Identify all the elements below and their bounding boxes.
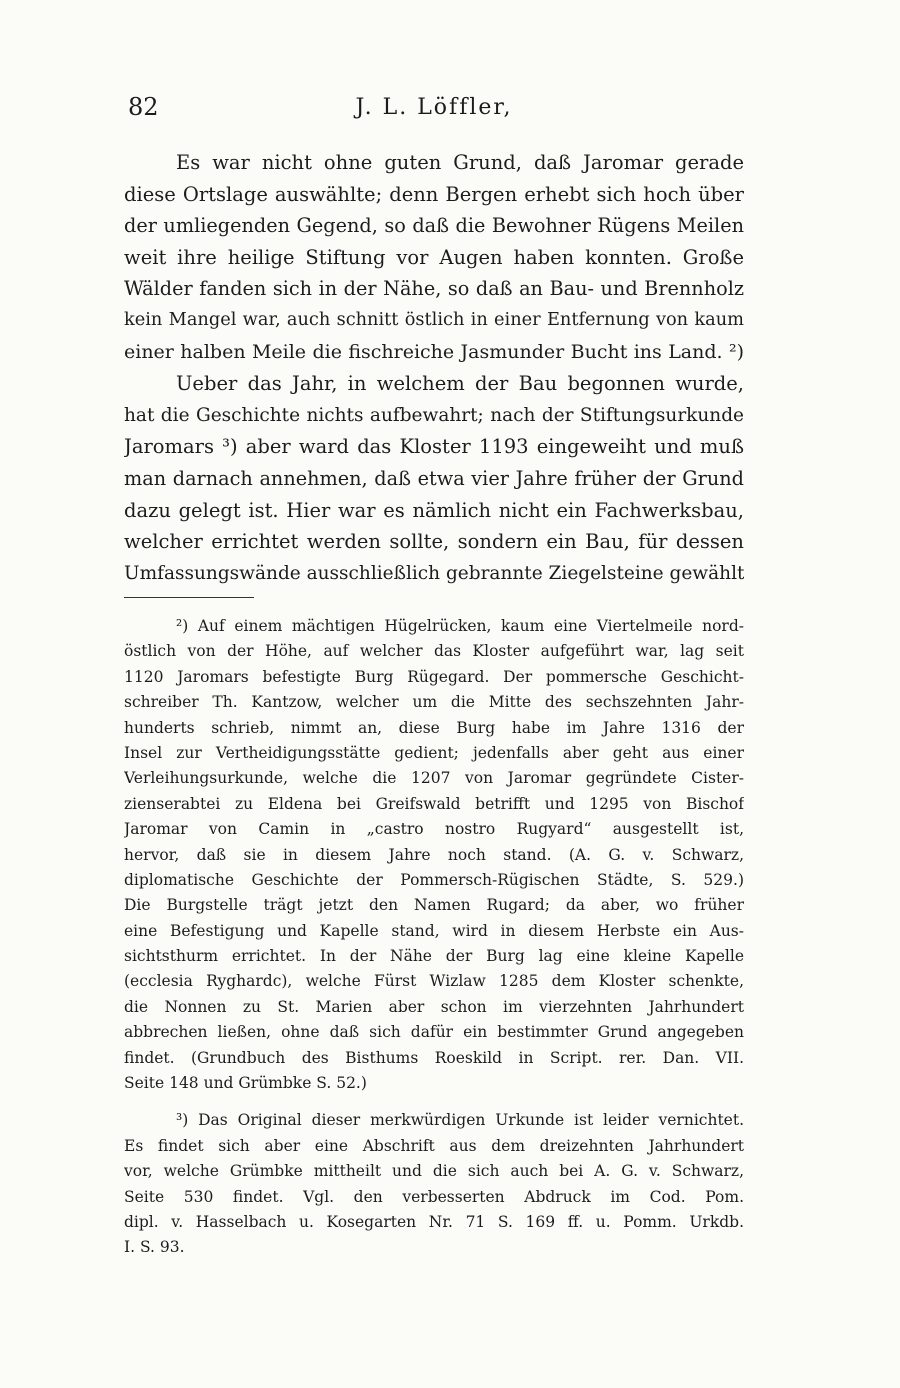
footnote-3 <box>124 1108 744 1260</box>
paragraph-line: man darnach annehmen, daß etwa vier Jahre früher der Grund <box>124 466 744 490</box>
paragraph-line: Wälder fanden sich in der Nähe, so daß an Bau- und Brennholz <box>124 277 744 301</box>
paragraph-line: Umfassungswände ausschließlich gebrannte Ziegelsteine gewählt <box>124 562 744 584</box>
footnote-line: abbrechen ließen, ohne daß sich dafür ein bestimmter Grund angegeben <box>124 1023 744 1042</box>
footnote-line: zienserabtei zu Eldena bei Greifswald betrifft und 1295 von Bischof <box>124 794 744 813</box>
paragraph-line: Es war nicht ohne guten Grund, daß Jaromar gerade <box>176 151 744 174</box>
footnote-line: Insel zur Vertheidigungsstätte gedient; jedenfalls aber geht aus einer <box>124 743 744 762</box>
footnote-line: ³) Das Original dieser merkwürdigen Urkunde ist leider vernichtet. <box>176 1111 744 1130</box>
running-title: J. L. Löffler, <box>355 95 513 120</box>
footnote-line: Jaromar von Camin in „castro nostro Rugyard“ ausgestellt ist, <box>124 820 744 839</box>
footnote-line: Verleihungsurkunde, welche die 1207 von Jaromar gegründete Cister- <box>124 769 744 788</box>
paragraph-line: kein Mangel war, auch schnitt östlich in einer Entfernung von kaum <box>124 309 744 330</box>
paragraph-line: weit ihre heilige Stiftung vor Augen haben konnten. Große <box>124 245 744 269</box>
footnote-line: Seite 148 und Grümbke S. 52.) <box>124 1074 367 1093</box>
footnote-line: eine Befestigung und Kapelle stand, wird in diesem Herbste ein Aus- <box>124 921 744 940</box>
footnote-line: findet. (Grundbuch des Bisthums Roeskild in Script. rer. Dan. VII. <box>124 1048 744 1067</box>
footnote-line: Seite 530 findet. Vgl. den verbesserten Abdruck im Cod. Pom. <box>124 1187 744 1206</box>
body-text <box>124 147 744 589</box>
footnote-line: östlich von der Höhe, auf welcher das Kloster aufgeführt war, lag seit <box>124 642 744 661</box>
footnote-line: dipl. v. Hasselbach u. Kosegarten Nr. 71 S. 169 ff. u. Pomm. Urkdb. <box>124 1212 744 1231</box>
paragraph-line: Ueber das Jahr, in welchem der Bau begonnen wurde, <box>176 372 744 396</box>
footnote-line: schreiber Th. Kantzow, welcher um die Mitte des sechszehnten Jahr- <box>124 693 744 712</box>
running-head <box>124 93 744 127</box>
footnote-2 <box>124 614 744 1096</box>
footnote-line: diplomatische Geschichte der Pommersch-Rügischen Städte, S. 529.) <box>124 870 744 889</box>
footnote-line: vor, welche Grümbke mittheilt und die sich auch bei A. G. v. Schwarz, <box>124 1162 744 1181</box>
paragraph-line: diese Ortslage auswählte; denn Bergen erhebt sich hoch über <box>124 182 744 206</box>
footnotes <box>124 614 744 1261</box>
footnote-line: hervor, daß sie in diesem Jahre noch stand. (A. G. v. Schwarz, <box>124 845 744 864</box>
paragraph-line: welcher errichtet werden sollte, sondern ein Bau, für dessen <box>124 530 744 554</box>
footnote-line: Es findet sich aber eine Abschrift aus dem dreizehnten Jahrhundert <box>124 1136 744 1155</box>
paragraph-line: Jaromars ³) aber ward das Kloster 1193 eingeweiht und muß <box>124 435 744 459</box>
paragraph-line: hat die Geschichte nichts aufbewahrt; nach der Stiftungsurkunde <box>124 404 744 426</box>
footnote-line: Die Burgstelle trägt jetzt den Namen Rugard; da aber, wo früher <box>124 896 744 915</box>
page-number: 82 <box>128 93 159 121</box>
paragraph-line: einer halben Meile die fischreiche Jasmunder Bucht ins Land. ²) <box>124 340 744 363</box>
footnote-line: I. S. 93. <box>124 1238 185 1257</box>
footnote-gap <box>124 1096 744 1108</box>
footnote-line: 1120 Jaromars befestigte Burg Rügegard. Der pommersche Geschicht- <box>124 667 744 686</box>
footnote-rule <box>124 597 254 598</box>
paragraph-line: dazu gelegt ist. Hier war es nämlich nicht ein Fachwerksbau, <box>124 498 744 522</box>
footnote-line: sichtsthurm errichtet. In der Nähe der Burg lag eine kleine Kapelle <box>124 947 744 966</box>
footnote-line: (ecclesia Ryghardc), welche Fürst Wizlaw 1285 dem Kloster schenkte, <box>124 972 744 991</box>
footnote-line: die Nonnen zu St. Marien aber schon im vierzehnten Jahrhundert <box>124 997 744 1016</box>
footnote-line: ²) Auf einem mächtigen Hügelrücken, kaum eine Viertelmeile nord- <box>176 617 744 635</box>
paragraph-line: der umliegenden Gegend, so daß die Bewohner Rügens Meilen <box>124 214 744 238</box>
footnote-line: hunderts schrieb, nimmt an, diese Burg habe im Jahre 1316 der <box>124 718 744 737</box>
